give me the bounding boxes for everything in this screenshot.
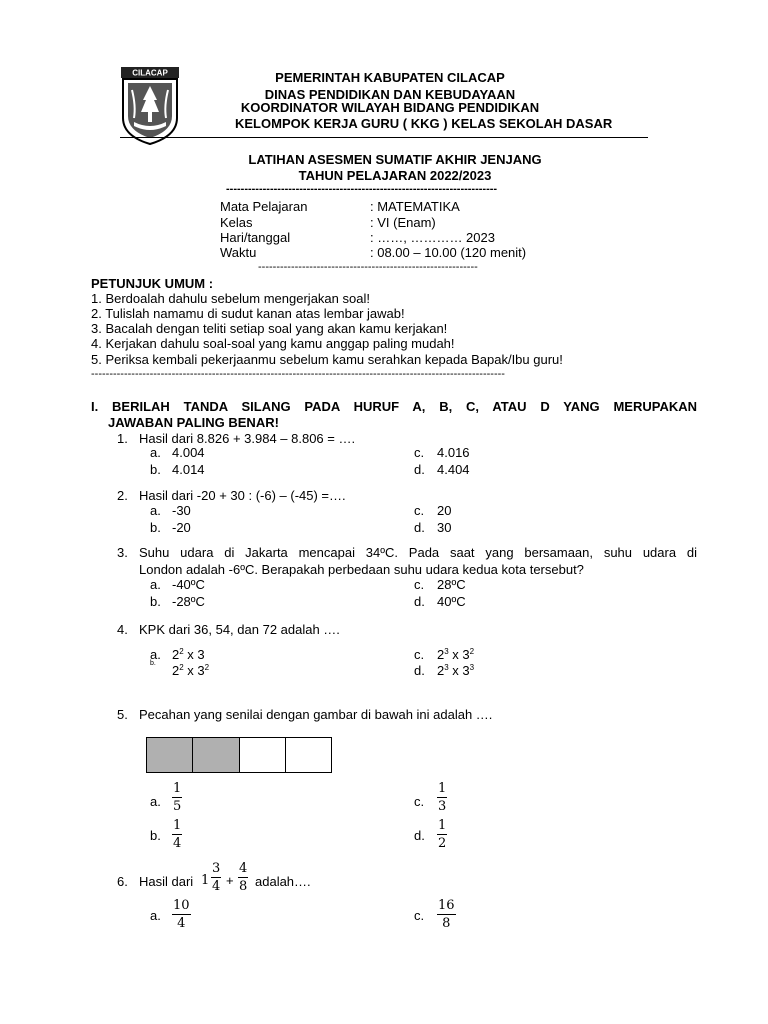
option-label: c. bbox=[414, 794, 425, 809]
fraction-cell bbox=[240, 738, 286, 772]
option-label: d. bbox=[414, 594, 425, 609]
option-label: b. bbox=[150, 520, 161, 535]
option-value: 20 bbox=[437, 503, 452, 518]
expression-fraction: $\frac{4}{8}$ bbox=[239, 861, 248, 894]
question-text-continued: adalah…. bbox=[255, 874, 311, 889]
class-value: : VI (Enam) bbox=[370, 215, 436, 230]
option-fraction: $\frac{1}{2}$ bbox=[438, 818, 447, 851]
option-value: -30 bbox=[172, 503, 191, 518]
option-label: c. bbox=[414, 647, 425, 662]
question-number: 2. bbox=[117, 488, 128, 503]
option-label: d. bbox=[414, 663, 425, 678]
option-value: -20 bbox=[172, 520, 191, 535]
header-line-1: PEMERINTAH KABUPATEN CILACAP bbox=[275, 70, 505, 85]
option-label: a. bbox=[150, 794, 161, 809]
option-value: $2^2$ x 3 bbox=[172, 647, 205, 662]
question-number: 3. bbox=[117, 545, 128, 560]
expression-fraction: $\frac{3}{4}$ bbox=[212, 861, 221, 894]
section-subtitle: JAWABAN PALING BENAR! bbox=[108, 415, 279, 430]
fraction-cell-shaded bbox=[147, 738, 193, 772]
fraction-bar-figure bbox=[146, 737, 332, 773]
option-value: -40ºC bbox=[172, 577, 205, 592]
date-value: : ……, ………… 2023 bbox=[370, 230, 495, 245]
option-label: a. bbox=[150, 503, 161, 518]
question-text: Suhu udara di Jakarta mencapai 34ºC. Pada saat yang bersamaan, suhu udara di bbox=[139, 545, 697, 560]
option-label: a. bbox=[150, 908, 161, 923]
instruction-item: 3. Bacalah dengan teliti setiap soal yang akan kamu kerjakan! bbox=[91, 321, 448, 336]
subject-value: : MATEMATIKA bbox=[370, 199, 460, 214]
option-label: a. bbox=[150, 647, 161, 662]
instruction-item: 1. Berdoalah dahulu sebelum mengerjakan soal! bbox=[91, 291, 370, 306]
question-text-continued: London adalah -6ºC. Berapakah perbedaan suhu udara kedua kota tersebut? bbox=[139, 562, 584, 577]
option-label: c. bbox=[414, 503, 425, 518]
exam-title: LATIHAN ASESMEN SUMATIF AKHIR JENJANG bbox=[248, 152, 542, 167]
option-value: 4.004 bbox=[172, 445, 205, 460]
option-label: a. bbox=[150, 445, 161, 460]
fraction-cell bbox=[286, 738, 331, 772]
option-label: c. bbox=[414, 445, 425, 460]
option-label: b. bbox=[150, 594, 161, 609]
option-label: b. bbox=[150, 660, 156, 667]
header-line-2: DINAS PENDIDIKAN DAN KEBUDAYAAN bbox=[264, 87, 516, 102]
cilacap-logo bbox=[120, 66, 180, 146]
option-value: 40ºC bbox=[437, 594, 466, 609]
option-label: d. bbox=[414, 828, 425, 843]
option-label: a. bbox=[150, 577, 161, 592]
option-label: c. bbox=[414, 577, 425, 592]
option-label: b. bbox=[150, 828, 161, 843]
option-value: $2^3$ x $3^3$ bbox=[437, 663, 475, 678]
option-label: d. bbox=[414, 462, 425, 477]
option-label: b. bbox=[150, 462, 161, 477]
exam-year: TAHUN PELAJARAN 2022/2023 bbox=[298, 168, 492, 183]
option-label: c. bbox=[414, 908, 425, 923]
option-value: 4.014 bbox=[172, 462, 205, 477]
fraction-cell-shaded bbox=[193, 738, 239, 772]
subject-label: Mata Pelajaran bbox=[220, 199, 308, 214]
option-fraction: $\frac{1}{3}$ bbox=[438, 781, 447, 814]
option-value: 28ºC bbox=[437, 577, 466, 592]
instructions-separator: ----------------------------------------------------------------------------------------------------------------- bbox=[91, 368, 505, 380]
question-text: KPK dari 36, 54, dan 72 adalah …. bbox=[139, 622, 340, 637]
svg-text:CILACAP: CILACAP bbox=[132, 68, 168, 78]
option-value: $2^3$ x $3^2$ bbox=[437, 647, 475, 662]
instruction-item: 2. Tulislah namamu di sudut kanan atas lembar jawab! bbox=[91, 306, 405, 321]
plus-sign: + bbox=[226, 873, 234, 888]
question-number: 6. bbox=[117, 874, 128, 889]
option-fraction: $\frac{1}{4}$ bbox=[173, 818, 182, 851]
question-number: 4. bbox=[117, 622, 128, 637]
time-label: Waktu bbox=[220, 245, 257, 260]
question-text: Hasil dari bbox=[139, 874, 194, 889]
question-text: Hasil dari 8.826 + 3.984 – 8.806 = …. bbox=[139, 431, 356, 446]
instruction-item: 4. Kerjakan dahulu soal-soal yang kamu anggap paling mudah! bbox=[91, 336, 455, 351]
mixed-number-whole: 1 bbox=[201, 873, 210, 888]
class-label: Kelas bbox=[220, 215, 253, 230]
instructions-heading: PETUNJUK UMUM : bbox=[91, 276, 214, 291]
header-divider bbox=[120, 137, 648, 138]
option-label: d. bbox=[414, 520, 425, 535]
question-number: 1. bbox=[117, 431, 128, 446]
question-text: Pecahan yang senilai dengan gambar di bawah ini adalah …. bbox=[139, 707, 493, 722]
header-line-4: KELOMPOK KERJA GURU ( KKG ) KELAS SEKOLAH DASAR bbox=[235, 116, 613, 131]
option-value: 30 bbox=[437, 520, 452, 535]
section-title: I. BERILAH TANDA SILANG PADA HURUF A, B, C, ATAU D YANG MERUPAKAN bbox=[91, 399, 697, 414]
option-value: -28ºC bbox=[172, 594, 205, 609]
option-fraction: $\frac{10}{4}$ bbox=[173, 898, 190, 931]
instruction-item: 5. Periksa kembali pekerjaanmu sebelum kamu serahkan kepada Bapak/Ibu guru! bbox=[91, 352, 563, 367]
option-value: $2^2$ x $3^2$ bbox=[172, 663, 210, 678]
header-line-3: KOORDINATOR WILAYAH BIDANG PENDIDIKAN bbox=[240, 100, 540, 115]
option-value: 4.404 bbox=[437, 462, 470, 477]
option-value: 4.016 bbox=[437, 445, 470, 460]
title-separator: -------------------------------------------------------------------------- bbox=[226, 183, 498, 195]
option-fraction: $\frac{1}{5}$ bbox=[173, 781, 182, 814]
question-text: Hasil dari -20 + 30 : (-6) – (-45) =…. bbox=[139, 488, 346, 503]
time-value: : 08.00 – 10.00 (120 menit) bbox=[370, 245, 527, 260]
meta-separator: ------------------------------------------------------------ bbox=[258, 261, 478, 273]
option-fraction: $\frac{16}{8}$ bbox=[438, 898, 455, 931]
question-number: 5. bbox=[117, 707, 128, 722]
date-label: Hari/tanggal bbox=[220, 230, 291, 245]
